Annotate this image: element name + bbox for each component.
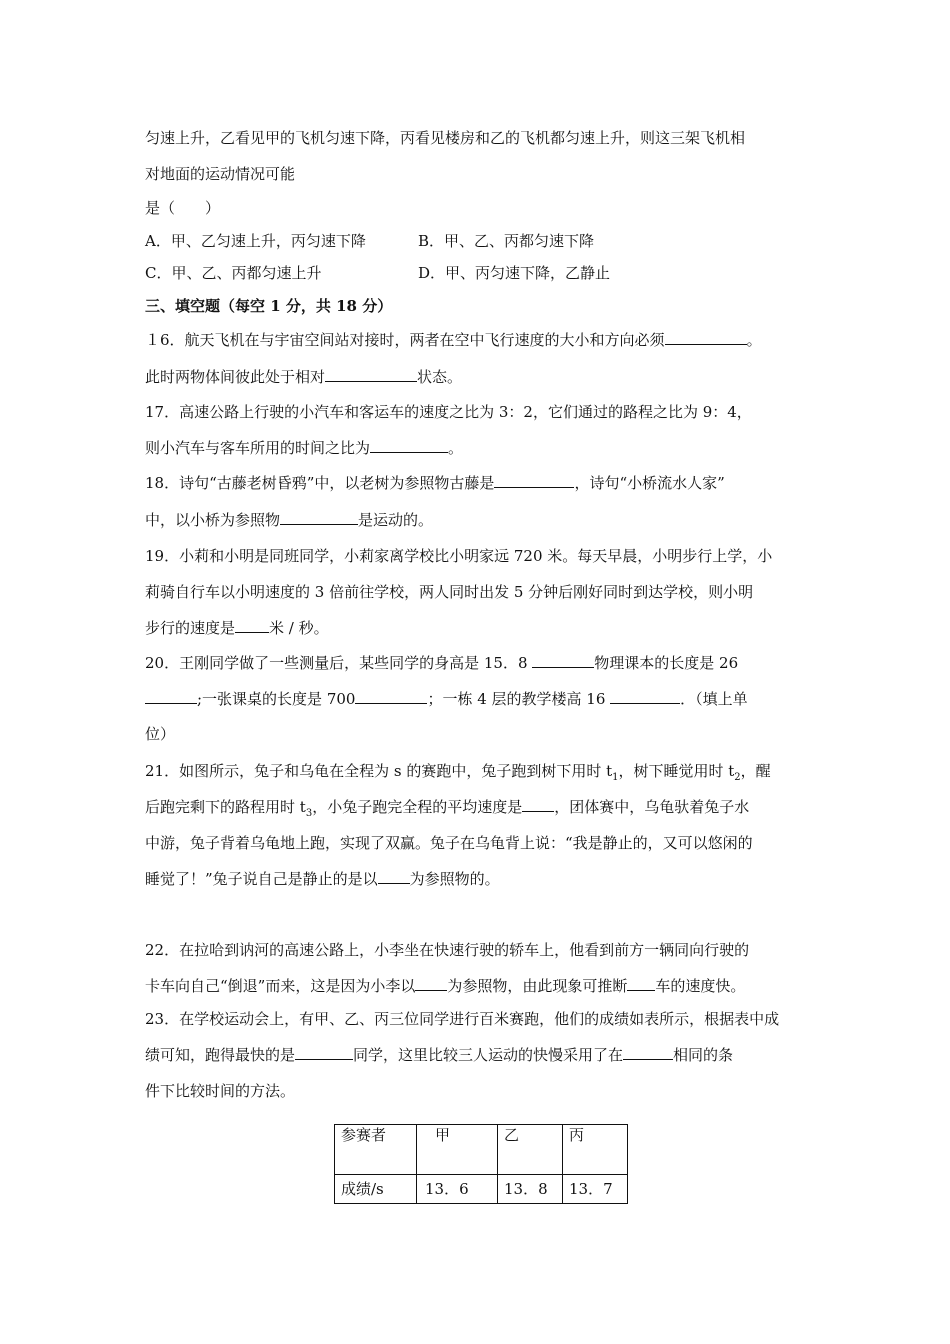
q21-text-a: 21．如图所示，兔子和乌龟在全程为 s 的赛跑中，兔子跑到树下用时 t [145,762,613,780]
q15-option-d: D．甲、丙匀速下降，乙静止 [418,264,611,282]
q18-text-a: 18．诗句“古藤老树昏鸦”中，以老树为参照物古藤是 [145,474,495,492]
q15-stem-line2: 对地面的运动情况可能 [145,165,296,183]
q19-text-b: 米 / 秒。 [269,619,329,637]
table-row [335,1175,628,1204]
q20-text-a: 20．王刚同学做了一些测量后，某些同学的身高是 15．8 [145,654,533,672]
subscript: 3 [305,808,313,819]
answer-blank [532,653,594,668]
q21-line4 [145,869,500,889]
q21-line2 [145,797,749,824]
answer-blank [627,976,655,991]
q21-text-f: ，团体赛中，乌龟驮着兔子水 [554,798,750,816]
answer-blank [370,438,448,453]
q20-text-d: ；一栋 4 层的教学楼高 16 [427,690,611,708]
answer-blank [415,976,447,991]
q16-line2 [145,367,462,387]
q20-text-c: ;一张课桌的长度是 700 [197,690,356,708]
q23-line2 [145,1045,733,1065]
q19-line3 [145,618,329,638]
q23-text-a: 绩可知，跑得最快的是 [145,1046,296,1064]
q16-line1 [145,330,762,350]
q22-line1: 22．在拉哈到讷河的高速公路上，小李坐在快速行驶的轿车上，他看到前方一辆同向行驶的 [145,941,750,959]
answer-blank [355,689,427,704]
q20-line2 [145,689,748,709]
q21-line1 [145,761,771,788]
q16-text-b: 。 [746,331,762,349]
q18-line1 [145,473,725,493]
q17-text-b: 。 [448,439,464,457]
q17-line1: 17．高速公路上行驶的小汽车和客运车的速度之比为 3：2，它们通过的路程之比为 9：4， [145,403,752,421]
q21-text-g: 睡觉了！”兔子说自己是静止的是以 [145,870,378,888]
answer-blank [325,367,417,382]
answer-blank [665,330,747,345]
table-cell: 成绩/s [335,1175,417,1204]
subscript: 1 [612,772,619,783]
q21-text-d: 后跑完剩下的路程用时 t [145,798,306,816]
q21-text-e: ，小兔子跑完全程的平均速度是 [312,798,523,816]
q20-text-b: 物理课本的长度是 26 [594,654,739,672]
q18-text-b: ，诗句“小桥流水人家” [574,474,725,492]
q15-stem-line1: 匀速上升，乙看见甲的飞机匀速下降，丙看见楼房和乙的飞机都匀速上升，则这三架飞机相 [145,129,746,147]
q19-text-a: 步行的速度是 [145,619,236,637]
answer-blank [494,473,574,488]
q22-text-c: 车的速度快。 [655,977,746,995]
table-header-cell: 甲 [417,1125,498,1175]
table-header-cell: 参赛者 [335,1125,417,1175]
q18-text-d: 是运动的。 [358,511,434,529]
answer-blank [235,618,269,633]
q22-line2 [145,976,745,996]
q17-text-a: 则小汽车与客车所用的时间之比为 [145,439,371,457]
q22-text-a: 卡车向自己“倒退”而来，这是因为小李以 [145,977,416,995]
q20-line3: 位） [145,725,176,743]
q22-text-b: 为参照物，由此现象可推断 [447,977,628,995]
table-cell: 13．7 [563,1175,628,1204]
q16-text-d: 状态。 [417,368,463,386]
q23-text-c: 相同的条 [673,1046,734,1064]
q18-line2 [145,510,433,530]
section-heading: 三、填空题（每空 1 分，共 18 分） [145,297,393,315]
answer-blank [610,689,680,704]
q15-option-b: B．甲、乙、丙都匀速下降 [418,232,595,250]
table-header-cell: 乙 [498,1125,563,1175]
q21-text-c: ，醒 [740,762,771,780]
q16-text-a: １6．航天飞机在与宇宙空间站对接时，两者在空中飞行速度的大小和方向必须 [145,331,665,349]
subscript: 2 [734,772,741,783]
q21-text-b: ，树下睡觉用时 t [618,762,735,780]
q21-line3: 中游，兔子背着乌龟地上跑，实现了双赢。兔子在乌龟背上说：“我是静止的，又可以悠闲的 [145,834,753,852]
answer-blank [378,869,410,884]
q23-text-b: 同学，这里比较三人运动的快慢采用了在 [353,1046,624,1064]
answer-blank [295,1045,353,1060]
q21-text-h: 为参照物的。 [409,870,500,888]
q17-line2 [145,438,463,458]
answer-blank [280,510,358,525]
q19-line2: 莉骑自行车以小明速度的 3 倍前往学校，两人同时出发 5 分钟后刚好同时到达学校，则小明 [145,583,754,601]
table-header-row [335,1125,628,1175]
table-cell: 13．8 [498,1175,563,1204]
answer-blank [623,1045,673,1060]
q23-line1: 23．在学校运动会上，有甲、乙、丙三位同学进行百米赛跑，他们的成绩如表所示，根据表中成 [145,1010,780,1028]
q20-text-e: ．（填上单 [680,690,748,708]
q15-option-c: C．甲、乙、丙都匀速上升 [145,264,322,282]
table-cell: 13．6 [417,1175,498,1204]
answer-blank [145,689,197,704]
results-table [334,1124,628,1204]
table-header-cell: 丙 [563,1125,628,1175]
q18-text-c: 中，以小桥为参照物 [145,511,281,529]
q20-line1 [145,653,738,673]
q23-line3: 件下比较时间的方法。 [145,1082,296,1100]
q16-text-c: 此时两物体间彼此处于相对 [145,368,326,386]
answer-blank [522,797,554,812]
q15-stem-line3: 是（ ） [145,199,221,217]
q19-line1: 19．小莉和小明是同班同学，小莉家离学校比小明家远 720 米。每天早晨，小明步行上学，小 [145,547,773,565]
q15-option-a: A．甲、乙匀速上升，丙匀速下降 [145,232,366,250]
